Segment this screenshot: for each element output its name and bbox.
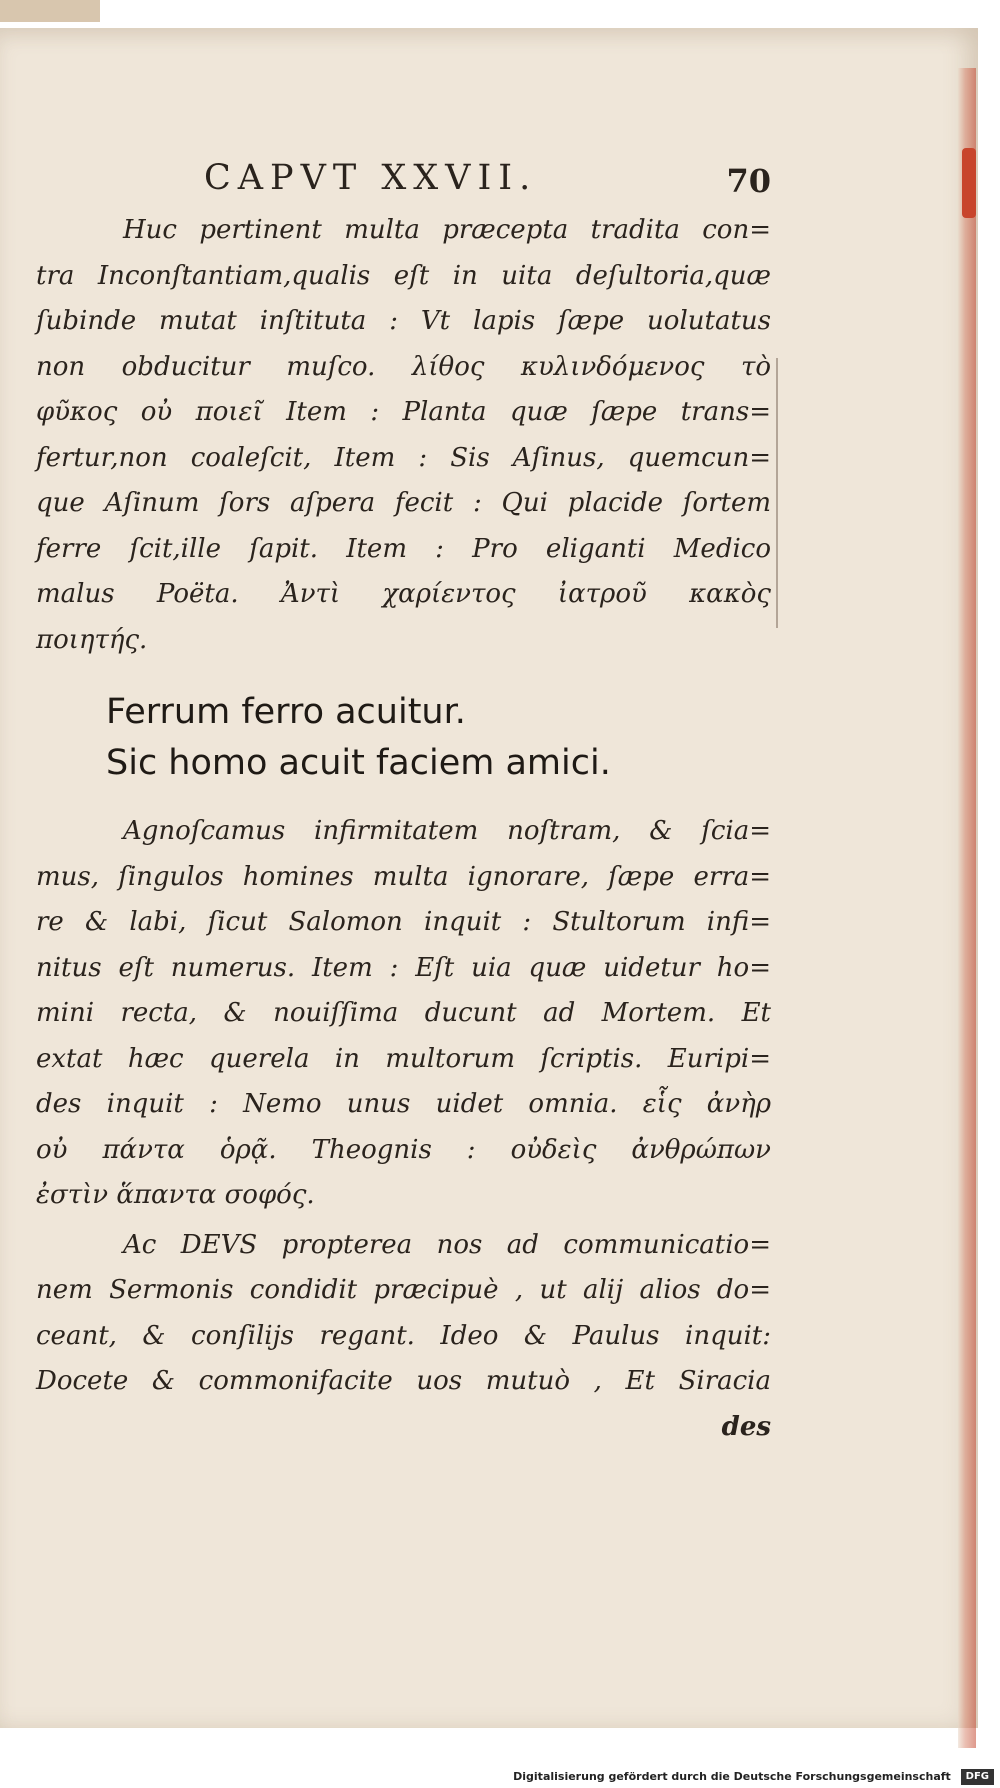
text-line: Ac DEVS propterea nos ad communicatio= xyxy=(123,1229,771,1260)
text-line: ferre ſcit,ille ſapit. Item : Pro eliganti Medico xyxy=(36,533,771,564)
book-page xyxy=(0,28,978,1728)
text-line: Docete & commonifacite uos mutuò , Et Siracia xyxy=(36,1366,771,1396)
page-content xyxy=(36,158,771,1450)
text-line: malus Poëta. Ἀντὶ χαρίεντος ἰατροῦ κακὸς xyxy=(36,579,771,609)
text-line: re & labi, ſicut Salomon inquit : Stultorum infi= xyxy=(36,907,771,937)
text-line: ſubinde mutat inſtituta : Vt lapis ſæpe uolutatus xyxy=(36,306,771,336)
text-line: tra Inconſtantiam,qualis eſt in uita deſultoria,quæ xyxy=(36,260,771,291)
catchword: des xyxy=(721,1411,771,1442)
dfg-logo: DFG xyxy=(961,1769,994,1785)
text-line: non obducitur muſco. λίθος κυλινδόμενος τὸ xyxy=(36,351,771,382)
proverb-line-2: Sic homo acuit faciem amici. xyxy=(106,743,611,783)
text-line: des inquit : Nemo unus uidet omnia. εἷς ἀνὴρ xyxy=(36,1089,771,1119)
text-line: que Aſinum ſors aſpera fecit : Qui placide ſortem xyxy=(36,488,771,518)
page-header xyxy=(36,158,771,208)
text-line: οὐ πάντα ὁρᾷ. Theognis : οὐδεὶς ἀνθρώπων xyxy=(36,1134,771,1165)
proverb-line-1: Ferrum ferro acuitur. xyxy=(106,692,466,732)
text-line: nitus eſt numerus. Item : Eſt uia quæ uidetur ho= xyxy=(36,952,771,983)
page-number: 70 xyxy=(726,162,771,200)
running-head: CAPVT XXVII. xyxy=(204,158,538,198)
text-line: φῦκος οὐ ποιεῖ Item : Planta quæ ſæpe trans= xyxy=(36,397,771,427)
text-line: extat hæc querela in multorum ſcriptis. Euripi= xyxy=(36,1043,771,1074)
digitization-credit xyxy=(503,1766,1000,1788)
paragraph-3 xyxy=(36,1223,771,1451)
text-line: fertur,non coaleſcit, Item : Sis Aſinus, quemcun= xyxy=(36,442,771,473)
margin-mark xyxy=(776,358,778,628)
credit-text: Digitalisierung gefördert durch die Deutsche Forschungsgemeinschaft xyxy=(513,1770,951,1783)
text-line: mini recta, & nouiſſima ducunt ad Mortem. Et xyxy=(36,998,771,1028)
page-edge xyxy=(958,68,976,1748)
text-line: mus, ſingulos homines multa ignorare, ſæpe erra= xyxy=(36,861,771,892)
text-line: nem Sermonis condidit præcipuè , ut alij alios do= xyxy=(36,1275,771,1305)
binding-strip xyxy=(0,0,100,22)
text-line: ποιητής. xyxy=(36,624,148,655)
text-line: ἐστὶν ἅπαντα σοφός. xyxy=(36,1180,315,1210)
paragraph-1 xyxy=(36,208,771,663)
text-line: Huc pertinent multa præcepta tradita con= xyxy=(123,215,771,245)
paragraph-2 xyxy=(36,809,771,1219)
text-line: ceant, & conſilijs regant. Ideo & Paulus inquit: xyxy=(36,1320,771,1351)
page-edge-stain xyxy=(962,148,976,218)
text-line: Agnoſcamus infirmitatem noſtram, & ſcia= xyxy=(123,816,771,846)
proverb-heading xyxy=(106,687,771,789)
